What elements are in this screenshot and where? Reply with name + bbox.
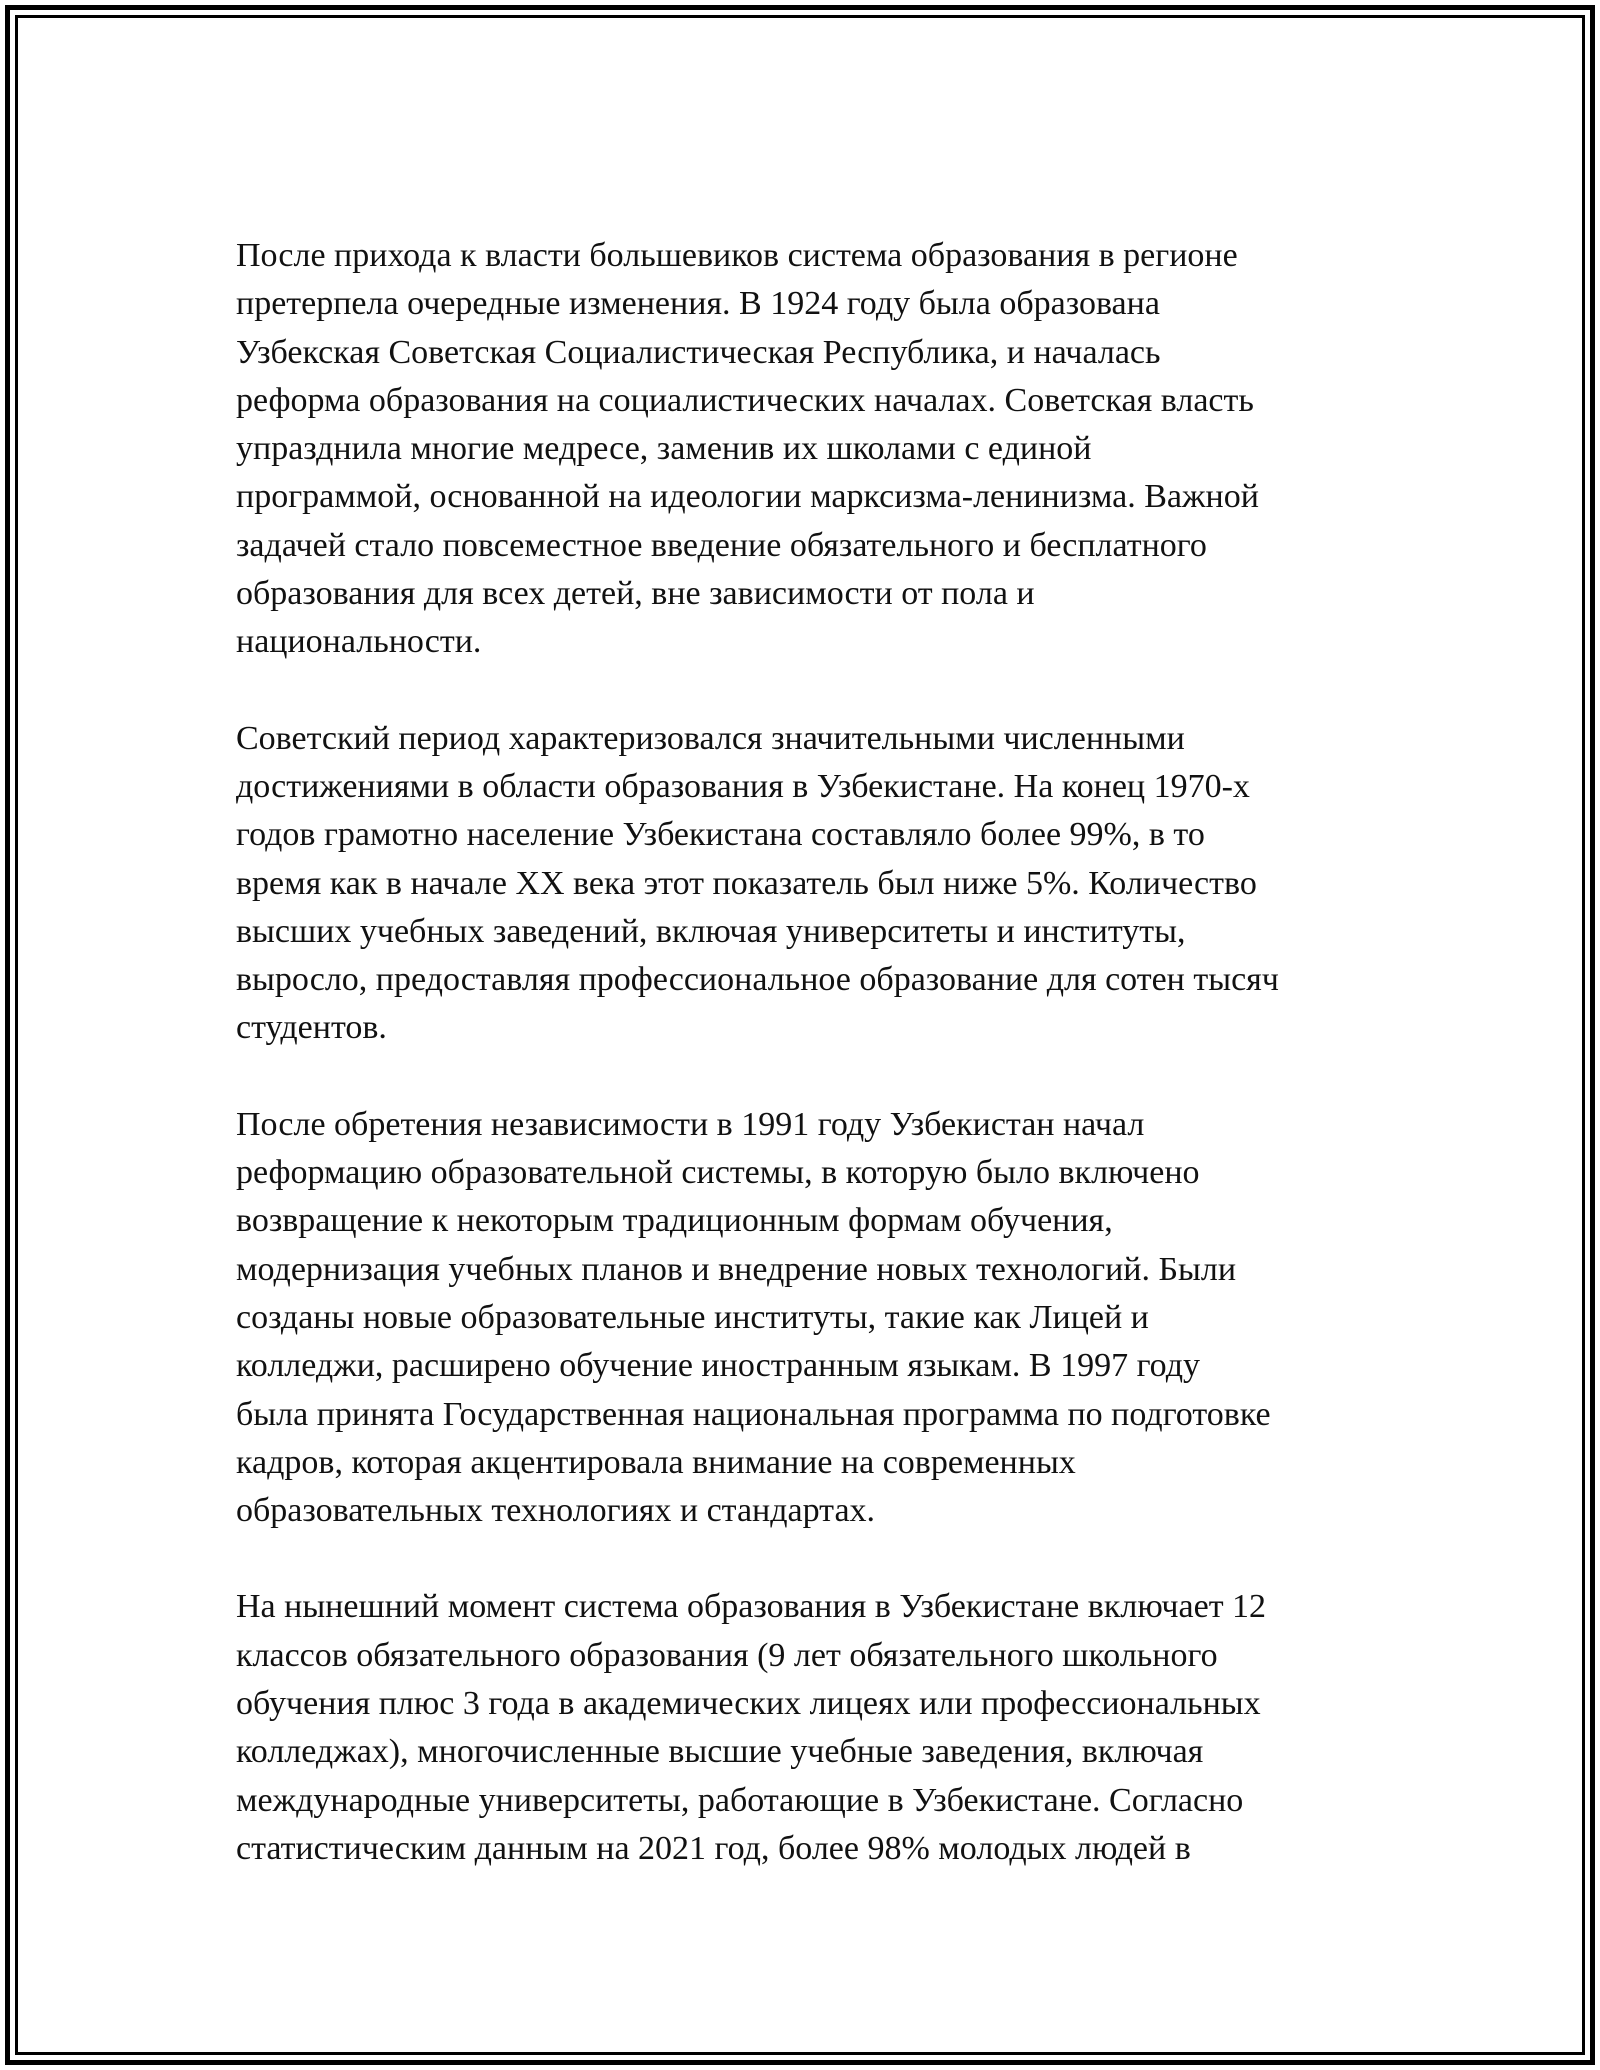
text-line: упразднила многие медресе, заменив их школами с единой	[236, 430, 1092, 468]
text-line: колледжи, расширено обучение иностранным языкам. В 1997 году	[236, 1347, 1200, 1385]
text-line: кадров, которая акцентировала внимание на современных	[236, 1443, 1076, 1481]
text-line: Советский период характеризовался значительными численными	[236, 719, 1185, 757]
document-body	[236, 232, 1376, 1921]
text-line: колледжах), многочисленные высшие учебные заведения, включая	[236, 1733, 1204, 1771]
text-line: возвращение к некоторым традиционным формам обучения,	[236, 1202, 1113, 1240]
text-line: Узбекская Советская Социалистическая Республика, и началась	[236, 333, 1161, 371]
text-line: обучения плюс 3 года в академических лицеях или профессиональных	[236, 1685, 1261, 1723]
text-line: была принята Государственная национальная программа по подготовке	[236, 1395, 1271, 1433]
text-line: время как в начале XX века этот показатель был ниже 5%. Количество	[236, 864, 1257, 902]
text-line: национальности.	[236, 623, 482, 661]
text-line: После обретения независимости в 1991 году Узбекистан начал	[236, 1105, 1145, 1143]
text-line: годов грамотно население Узбекистана составляло более 99%, в то	[236, 816, 1205, 854]
paragraph-soviet-achievements	[236, 715, 1376, 1053]
text-line: международные университеты, работающие в Узбекистане. Согласно	[236, 1781, 1244, 1819]
text-line: После прихода к власти большевиков система образования в регионе	[236, 237, 1238, 274]
paragraph-current-system	[236, 1583, 1376, 1873]
text-line: классов обязательного образования (9 лет обязательного школьного	[236, 1636, 1218, 1674]
text-line: созданы новые образовательные институты, такие как Лицей и	[236, 1298, 1149, 1336]
text-line: образовательных технологиях и стандартах.	[236, 1492, 876, 1530]
text-line: статистическим данным на 2021 год, более 98% молодых людей в	[236, 1829, 1191, 1867]
text-line: реформацию образовательной системы, в которую было включено	[236, 1154, 1200, 1192]
text-line: студентов.	[236, 1009, 387, 1047]
paragraph-bolshevik-reform	[236, 232, 1376, 667]
paragraph-independence-reform	[236, 1101, 1376, 1536]
text-line: реформа образования на социалистических началах. Советская власть	[236, 381, 1254, 419]
text-line: достижениями в области образования в Узбекистане. На конец 1970-х	[236, 767, 1250, 805]
text-line: выросло, предоставляя профессиональное образование для сотен тысяч	[236, 961, 1279, 999]
text-line: образования для всех детей, вне зависимости от пола и	[236, 575, 1035, 613]
text-line: модернизация учебных планов и внедрение новых технологий. Были	[236, 1250, 1237, 1288]
text-line: претерпела очередные изменения. В 1924 году была образована	[236, 285, 1160, 323]
text-line: программой, основанной на идеологии марксизма-ленинизма. Важной	[236, 478, 1259, 516]
text-line: высших учебных заведений, включая университеты и институты,	[236, 912, 1186, 950]
text-line: На нынешний момент система образования в Узбекистане включает 12	[236, 1588, 1267, 1626]
text-line: задачей стало повсеместное введение обязательного и бесплатного	[236, 526, 1207, 564]
